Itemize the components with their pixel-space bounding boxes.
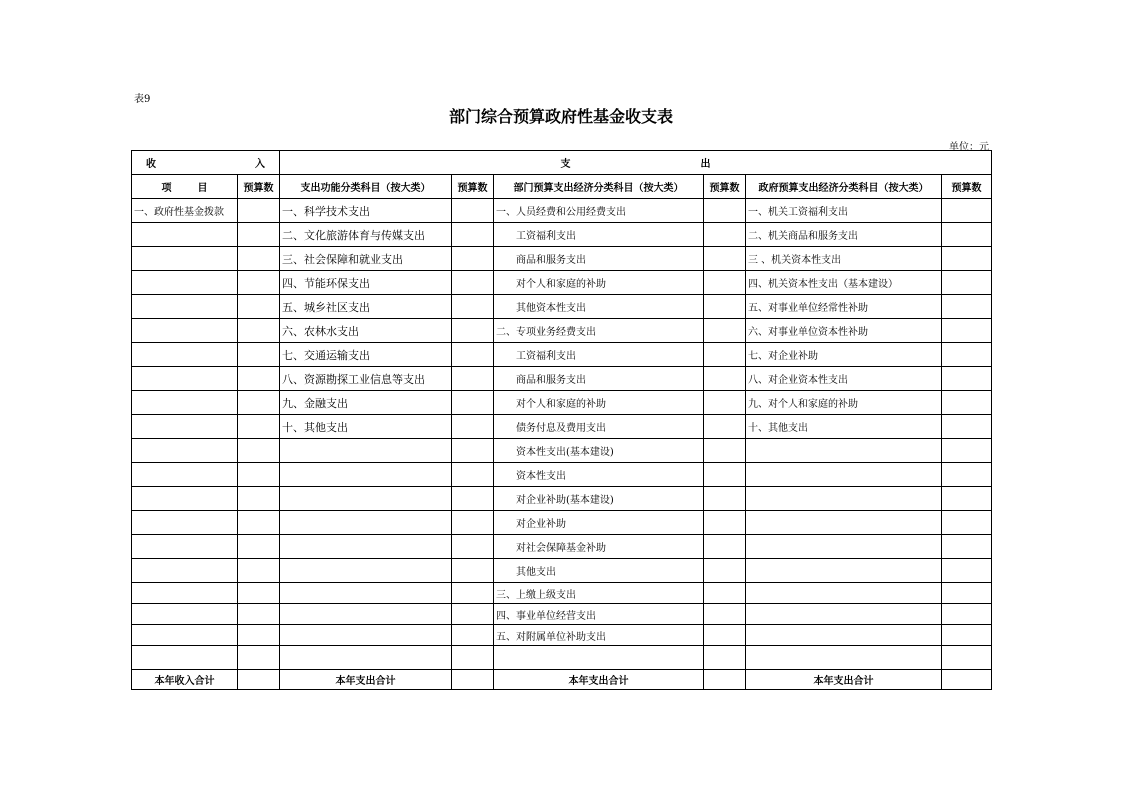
func-budget-cell: [452, 247, 494, 271]
func-class-cell: 二、文化旅游体育与传媒支出: [280, 223, 452, 247]
income-budget-cell: [238, 646, 280, 670]
func-class-header: 支出功能分类科目（按大类）: [280, 175, 452, 199]
income-budget-cell: [238, 271, 280, 295]
func-class-cell: [280, 535, 452, 559]
gov-budget-cell: [942, 343, 992, 367]
table-row: [132, 559, 992, 583]
gov-econ-cell: 八、对企业资本性支出: [746, 367, 942, 391]
income-budget-cell: [238, 439, 280, 463]
table-row: [132, 604, 992, 625]
func-class-cell: 四、节能环保支出: [280, 271, 452, 295]
dept-budget-cell: [704, 535, 746, 559]
func-class-cell: 三、社会保障和就业支出: [280, 247, 452, 271]
expense-header-b: 出: [700, 159, 711, 170]
dept-budget-cell: [704, 247, 746, 271]
gov-econ-cell: 四、机关资本性支出（基本建设）: [746, 271, 942, 295]
income-item-cell: [132, 343, 238, 367]
dept-budget-cell: [704, 463, 746, 487]
dept-budget-cell: [704, 511, 746, 535]
func-budget-cell: [452, 199, 494, 223]
gov-econ-cell: [746, 625, 942, 646]
gov-budget-cell: [942, 247, 992, 271]
budget-header-4: 预算数: [942, 175, 992, 199]
income-item-cell: [132, 439, 238, 463]
dept-total-label: 本年支出合计: [494, 670, 704, 690]
table-row: [132, 391, 992, 415]
budget-header-1: 预算数: [238, 175, 280, 199]
gov-econ-cell: 三 、机关资本性支出: [746, 247, 942, 271]
gov-budget-cell: [942, 223, 992, 247]
dept-budget-cell: [704, 199, 746, 223]
budget-table: [131, 150, 992, 690]
func-total-value: [452, 670, 494, 690]
dept-econ-header: 部门预算支出经济分类科目（按大类）: [494, 175, 704, 199]
dept-budget-cell: [704, 439, 746, 463]
gov-econ-cell: 一、机关工资福利支出: [746, 199, 942, 223]
dept-econ-cell: 其他资本性支出: [494, 295, 704, 319]
dept-econ-cell: [494, 646, 704, 670]
dept-budget-cell: [704, 646, 746, 670]
gov-budget-cell: [942, 319, 992, 343]
income-item-cell: [132, 487, 238, 511]
gov-budget-cell: [942, 199, 992, 223]
dept-econ-cell: 四、事业单位经营支出: [494, 604, 704, 625]
gov-econ-cell: [746, 439, 942, 463]
table-row: [132, 199, 992, 223]
income-item-cell: [132, 271, 238, 295]
func-class-cell: 七、交通运输支出: [280, 343, 452, 367]
income-budget-cell: [238, 625, 280, 646]
dept-econ-cell: 商品和服务支出: [494, 247, 704, 271]
item-header-b: 目: [197, 183, 208, 194]
income-item-cell: [132, 319, 238, 343]
income-total-value: [238, 670, 280, 690]
func-class-cell: 十、其他支出: [280, 415, 452, 439]
income-budget-cell: [238, 511, 280, 535]
dept-budget-cell: [704, 487, 746, 511]
income-budget-cell: [238, 367, 280, 391]
gov-budget-cell: [942, 439, 992, 463]
gov-econ-cell: [746, 646, 942, 670]
income-item-cell: [132, 463, 238, 487]
table-row: [132, 625, 992, 646]
table-number: 表9: [134, 94, 151, 105]
table-row: [132, 583, 992, 604]
income-item-cell: [132, 367, 238, 391]
budget-header-3: 预算数: [704, 175, 746, 199]
func-budget-cell: [452, 487, 494, 511]
func-class-cell: [280, 439, 452, 463]
item-header-a: 项: [161, 183, 172, 194]
func-budget-cell: [452, 604, 494, 625]
func-budget-cell: [452, 295, 494, 319]
gov-budget-cell: [942, 487, 992, 511]
top-header-row: [132, 151, 992, 175]
func-budget-cell: [452, 271, 494, 295]
func-budget-cell: [452, 583, 494, 604]
gov-econ-cell: [746, 535, 942, 559]
income-budget-cell: [238, 319, 280, 343]
income-item-cell: [132, 583, 238, 604]
func-budget-cell: [452, 535, 494, 559]
func-budget-cell: [452, 511, 494, 535]
dept-budget-cell: [704, 367, 746, 391]
func-class-cell: 六、农林水支出: [280, 319, 452, 343]
table-row: [132, 439, 992, 463]
dept-econ-cell: 债务付息及费用支出: [494, 415, 704, 439]
func-budget-cell: [452, 367, 494, 391]
expense-header: [280, 151, 992, 175]
income-item-cell: [132, 223, 238, 247]
func-class-cell: 九、金融支出: [280, 391, 452, 415]
item-header: [132, 175, 238, 199]
dept-econ-cell: 一、人员经费和公用经费支出: [494, 199, 704, 223]
gov-econ-cell: 五、对事业单位经常性补助: [746, 295, 942, 319]
gov-econ-cell: [746, 559, 942, 583]
income-item-cell: [132, 511, 238, 535]
income-total-label: 本年收入合计: [132, 670, 238, 690]
income-budget-cell: [238, 604, 280, 625]
income-item-cell: [132, 646, 238, 670]
gov-econ-cell: 七、对企业补助: [746, 343, 942, 367]
dept-budget-cell: [704, 559, 746, 583]
func-budget-cell: [452, 223, 494, 247]
income-item-cell: 一、政府性基金拨款: [132, 199, 238, 223]
dept-budget-cell: [704, 223, 746, 247]
gov-budget-cell: [942, 463, 992, 487]
gov-budget-cell: [942, 646, 992, 670]
income-budget-cell: [238, 583, 280, 604]
income-budget-cell: [238, 535, 280, 559]
expense-header-a: 支: [560, 159, 571, 170]
table-row: [132, 247, 992, 271]
dept-budget-cell: [704, 391, 746, 415]
func-class-cell: [280, 511, 452, 535]
income-budget-cell: [238, 415, 280, 439]
gov-econ-cell: 九、对个人和家庭的补助: [746, 391, 942, 415]
income-header-a: 收: [146, 159, 156, 170]
gov-budget-cell: [942, 559, 992, 583]
table-row: [132, 319, 992, 343]
gov-total-label: 本年支出合计: [746, 670, 942, 690]
income-budget-cell: [238, 343, 280, 367]
func-budget-cell: [452, 319, 494, 343]
budget-header-2: 预算数: [452, 175, 494, 199]
gov-econ-cell: [746, 511, 942, 535]
func-budget-cell: [452, 343, 494, 367]
table-row: [132, 535, 992, 559]
dept-econ-cell: 对社会保障基金补助: [494, 535, 704, 559]
func-budget-cell: [452, 439, 494, 463]
dept-budget-cell: [704, 583, 746, 604]
income-item-cell: [132, 391, 238, 415]
income-item-cell: [132, 559, 238, 583]
dept-budget-cell: [704, 415, 746, 439]
func-class-cell: [280, 604, 452, 625]
func-budget-cell: [452, 559, 494, 583]
dept-econ-cell: 对企业补助: [494, 511, 704, 535]
unit-label: 单位：元: [949, 142, 989, 153]
gov-budget-cell: [942, 583, 992, 604]
dept-econ-cell: 资本性支出(基本建设): [494, 439, 704, 463]
func-class-cell: [280, 559, 452, 583]
column-header-row: [132, 175, 992, 199]
gov-total-value: [942, 670, 992, 690]
income-budget-cell: [238, 223, 280, 247]
dept-budget-cell: [704, 319, 746, 343]
gov-econ-cell: [746, 583, 942, 604]
income-item-cell: [132, 625, 238, 646]
func-class-cell: [280, 463, 452, 487]
income-budget-cell: [238, 247, 280, 271]
dept-econ-cell: 工资福利支出: [494, 343, 704, 367]
dept-budget-cell: [704, 604, 746, 625]
totals-row: [132, 670, 992, 690]
dept-econ-cell: 其他支出: [494, 559, 704, 583]
dept-econ-cell: 对个人和家庭的补助: [494, 271, 704, 295]
func-class-cell: 一、科学技术支出: [280, 199, 452, 223]
dept-econ-cell: 五、对附属单位补助支出: [494, 625, 704, 646]
gov-budget-cell: [942, 295, 992, 319]
income-header-b: 入: [255, 159, 265, 170]
gov-econ-header: 政府预算支出经济分类科目（按大类）: [746, 175, 942, 199]
func-class-cell: 八、资源勘探工业信息等支出: [280, 367, 452, 391]
table-row: [132, 646, 992, 670]
gov-budget-cell: [942, 511, 992, 535]
gov-budget-cell: [942, 535, 992, 559]
income-item-cell: [132, 295, 238, 319]
gov-budget-cell: [942, 415, 992, 439]
gov-budget-cell: [942, 271, 992, 295]
func-budget-cell: [452, 625, 494, 646]
table-row: [132, 511, 992, 535]
table-row: [132, 295, 992, 319]
income-budget-cell: [238, 463, 280, 487]
func-budget-cell: [452, 646, 494, 670]
dept-budget-cell: [704, 295, 746, 319]
table-row: [132, 343, 992, 367]
dept-total-value: [704, 670, 746, 690]
gov-econ-cell: 二、机关商品和服务支出: [746, 223, 942, 247]
page-title: 部门综合预算政府性基金收支表: [448, 107, 673, 126]
gov-econ-cell: [746, 604, 942, 625]
gov-econ-cell: [746, 487, 942, 511]
income-budget-cell: [238, 559, 280, 583]
func-class-cell: [280, 583, 452, 604]
gov-econ-cell: 十、其他支出: [746, 415, 942, 439]
dept-econ-cell: 二、专项业务经费支出: [494, 319, 704, 343]
dept-budget-cell: [704, 343, 746, 367]
func-class-cell: 五、城乡社区支出: [280, 295, 452, 319]
dept-econ-cell: 三、上缴上级支出: [494, 583, 704, 604]
dept-econ-cell: 对企业补助(基本建设): [494, 487, 704, 511]
table-row: [132, 463, 992, 487]
income-item-cell: [132, 415, 238, 439]
dept-budget-cell: [704, 271, 746, 295]
income-budget-cell: [238, 487, 280, 511]
func-budget-cell: [452, 463, 494, 487]
gov-budget-cell: [942, 625, 992, 646]
income-budget-cell: [238, 199, 280, 223]
income-budget-cell: [238, 295, 280, 319]
gov-budget-cell: [942, 604, 992, 625]
func-class-cell: [280, 487, 452, 511]
func-class-cell: [280, 646, 452, 670]
income-item-cell: [132, 247, 238, 271]
dept-budget-cell: [704, 625, 746, 646]
table-row: [132, 271, 992, 295]
gov-budget-cell: [942, 391, 992, 415]
income-budget-cell: [238, 391, 280, 415]
income-header: [132, 151, 280, 175]
dept-econ-cell: 商品和服务支出: [494, 367, 704, 391]
func-class-cell: [280, 625, 452, 646]
gov-econ-cell: 六、对事业单位资本性补助: [746, 319, 942, 343]
func-budget-cell: [452, 415, 494, 439]
table-row: [132, 367, 992, 391]
dept-econ-cell: 资本性支出: [494, 463, 704, 487]
income-item-cell: [132, 535, 238, 559]
table-row: [132, 223, 992, 247]
table-row: [132, 487, 992, 511]
table-row: [132, 415, 992, 439]
dept-econ-cell: 对个人和家庭的补助: [494, 391, 704, 415]
income-item-cell: [132, 604, 238, 625]
dept-econ-cell: 工资福利支出: [494, 223, 704, 247]
gov-econ-cell: [746, 463, 942, 487]
func-budget-cell: [452, 391, 494, 415]
func-total-label: 本年支出合计: [280, 670, 452, 690]
gov-budget-cell: [942, 367, 992, 391]
